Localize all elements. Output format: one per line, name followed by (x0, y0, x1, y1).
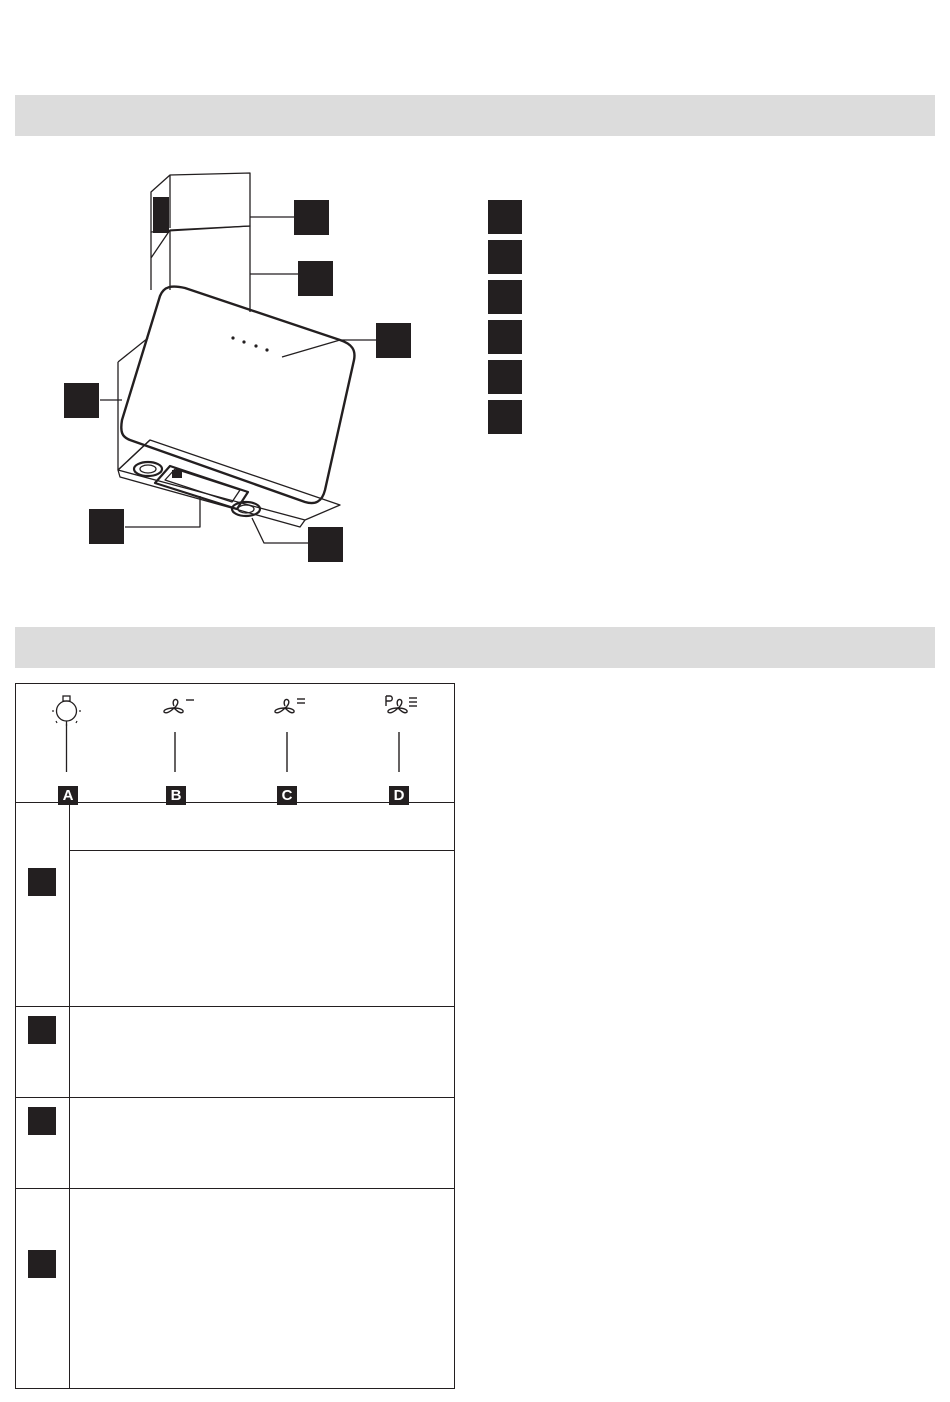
button-letter: A (58, 786, 78, 805)
control-panel-table (15, 683, 455, 1389)
row-marker (28, 868, 56, 896)
table-divider (16, 802, 454, 803)
button-c-column (257, 692, 317, 802)
button-letter: C (277, 786, 297, 805)
control-icons-row (16, 684, 453, 804)
section-header-band-2 (15, 627, 935, 668)
fan-equals-icon (257, 692, 317, 782)
button-letter: B (166, 786, 186, 805)
table-column-divider (69, 802, 70, 1388)
button-letter: D (389, 786, 409, 805)
table-divider (69, 850, 454, 851)
button-b-column (146, 692, 206, 802)
legend-marker (488, 280, 522, 314)
legend-row (488, 400, 788, 440)
fan-minus-icon (146, 692, 206, 782)
light-bulb-icon (38, 692, 98, 782)
table-divider (16, 1188, 454, 1189)
table-divider (16, 1006, 454, 1007)
legend-marker (488, 400, 522, 434)
row-marker (28, 1016, 56, 1044)
legend-row (488, 200, 788, 240)
legend-row (488, 320, 788, 360)
legend-row (488, 360, 788, 400)
legend-row (488, 240, 788, 280)
row-marker (28, 1107, 56, 1135)
parts-legend (488, 200, 788, 440)
button-d-column (369, 692, 429, 802)
legend-marker (488, 360, 522, 394)
table-divider (16, 1097, 454, 1098)
legend-row (488, 280, 788, 320)
button-a-column (38, 692, 98, 802)
legend-marker (488, 240, 522, 274)
hood-diagram (0, 0, 480, 600)
row-marker (28, 1250, 56, 1278)
legend-marker (488, 320, 522, 354)
fan-boost-p-icon (369, 692, 429, 782)
legend-marker (488, 200, 522, 234)
